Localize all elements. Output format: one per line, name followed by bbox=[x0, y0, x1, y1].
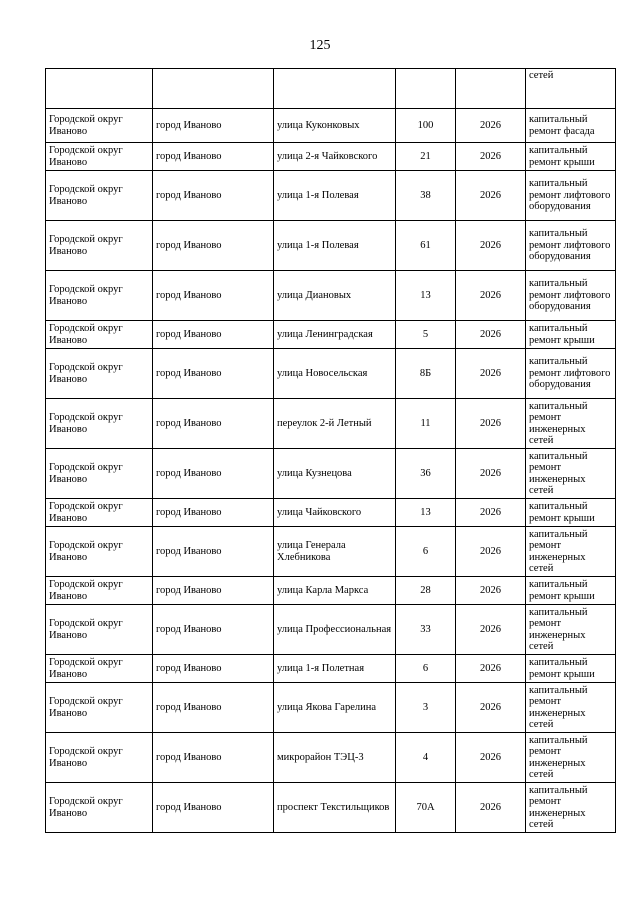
work-type-cell: капитальный ремонт инженерных сетей bbox=[526, 683, 616, 733]
table-row bbox=[46, 321, 616, 349]
year-cell: 2026 bbox=[456, 349, 526, 399]
city-cell: город Иваново bbox=[153, 143, 274, 171]
year-cell: 2026 bbox=[456, 733, 526, 783]
district-cell bbox=[46, 69, 153, 109]
house-number-cell: 11 bbox=[396, 399, 456, 449]
city-cell: город Иваново bbox=[153, 399, 274, 449]
work-type-cell: капитальный ремонт инженерных сетей bbox=[526, 527, 616, 577]
year-cell: 2026 bbox=[456, 527, 526, 577]
table-row bbox=[46, 733, 616, 783]
work-type-cell: капитальный ремонт лифтового оборудования bbox=[526, 221, 616, 271]
city-cell: город Иваново bbox=[153, 349, 274, 399]
district-cell: Городской округ Иваново bbox=[46, 783, 153, 833]
street-cell: улица Ленинградская bbox=[274, 321, 396, 349]
table-row bbox=[46, 109, 616, 143]
page-number: 125 bbox=[309, 38, 331, 53]
table-row bbox=[46, 527, 616, 577]
street-cell bbox=[274, 69, 396, 109]
city-cell: город Иваново bbox=[153, 321, 274, 349]
work-type-cell: капитальный ремонт крыши bbox=[526, 499, 616, 527]
work-type-cell: капитальный ремонт крыши bbox=[526, 655, 616, 683]
table-row bbox=[46, 605, 616, 655]
street-cell: улица 1-я Полевая bbox=[274, 171, 396, 221]
street-cell: улица Карла Маркса bbox=[274, 577, 396, 605]
table-row bbox=[46, 349, 616, 399]
work-type-cell: капитальный ремонт лифтового оборудования bbox=[526, 171, 616, 221]
district-cell: Городской округ Иваново bbox=[46, 449, 153, 499]
street-cell: улица Якова Гарелина bbox=[274, 683, 396, 733]
district-cell: Городской округ Иваново bbox=[46, 399, 153, 449]
house-number-cell: 3 bbox=[396, 683, 456, 733]
work-type-cell: капитальный ремонт лифтового оборудования bbox=[526, 349, 616, 399]
table-row bbox=[46, 271, 616, 321]
district-cell: Городской округ Иваново bbox=[46, 655, 153, 683]
street-cell: улица 2-я Чайковского bbox=[274, 143, 396, 171]
year-cell: 2026 bbox=[456, 321, 526, 349]
district-cell: Городской округ Иваново bbox=[46, 171, 153, 221]
street-cell: улица Чайковского bbox=[274, 499, 396, 527]
district-cell: Городской округ Иваново bbox=[46, 221, 153, 271]
table-row bbox=[46, 399, 616, 449]
year-cell: 2026 bbox=[456, 143, 526, 171]
work-type-cell: капитальный ремонт инженерных сетей bbox=[526, 783, 616, 833]
district-cell: Городской округ Иваново bbox=[46, 527, 153, 577]
street-cell: улица 1-я Полетная bbox=[274, 655, 396, 683]
district-cell: Городской округ Иваново bbox=[46, 109, 153, 143]
city-cell: город Иваново bbox=[153, 221, 274, 271]
district-cell: Городской округ Иваново bbox=[46, 733, 153, 783]
district-cell: Городской округ Иваново bbox=[46, 577, 153, 605]
year-cell: 2026 bbox=[456, 605, 526, 655]
city-cell: город Иваново bbox=[153, 109, 274, 143]
house-number-cell: 100 bbox=[396, 109, 456, 143]
work-type-cell: капитальный ремонт крыши bbox=[526, 577, 616, 605]
city-cell: город Иваново bbox=[153, 449, 274, 499]
city-cell: город Иваново bbox=[153, 733, 274, 783]
table-row bbox=[46, 221, 616, 271]
table-body bbox=[46, 69, 616, 833]
table-row bbox=[46, 499, 616, 527]
street-cell: улица Кузнецова bbox=[274, 449, 396, 499]
house-number-cell: 4 bbox=[396, 733, 456, 783]
district-cell: Городской округ Иваново bbox=[46, 349, 153, 399]
house-number-cell: 13 bbox=[396, 271, 456, 321]
work-type-cell: капитальный ремонт лифтового оборудования bbox=[526, 271, 616, 321]
district-cell: Городской округ Иваново bbox=[46, 683, 153, 733]
table-row bbox=[46, 655, 616, 683]
house-number-cell: 38 bbox=[396, 171, 456, 221]
continuation-row bbox=[46, 69, 616, 109]
work-type-cell: капитальный ремонт крыши bbox=[526, 321, 616, 349]
table-row bbox=[46, 171, 616, 221]
year-cell: 2026 bbox=[456, 499, 526, 527]
district-cell: Городской округ Иваново bbox=[46, 271, 153, 321]
district-cell: Городской округ Иваново bbox=[46, 499, 153, 527]
city-cell: город Иваново bbox=[153, 271, 274, 321]
street-cell: проспект Текстильщиков bbox=[274, 783, 396, 833]
district-cell: Городской округ Иваново bbox=[46, 605, 153, 655]
street-cell: улица Профессиональная bbox=[274, 605, 396, 655]
city-cell: город Иваново bbox=[153, 171, 274, 221]
street-cell: переулок 2-й Летный bbox=[274, 399, 396, 449]
house-number-cell: 6 bbox=[396, 527, 456, 577]
city-cell: город Иваново bbox=[153, 655, 274, 683]
year-cell: 2026 bbox=[456, 399, 526, 449]
year-cell: 2026 bbox=[456, 683, 526, 733]
year-cell bbox=[456, 69, 526, 109]
table-row bbox=[46, 449, 616, 499]
city-cell: город Иваново bbox=[153, 783, 274, 833]
house-number-cell: 21 bbox=[396, 143, 456, 171]
street-cell: улица Генерала Хлебникова bbox=[274, 527, 396, 577]
work-type-cell: капитальный ремонт фасада bbox=[526, 109, 616, 143]
year-cell: 2026 bbox=[456, 577, 526, 605]
house-number-cell: 8Б bbox=[396, 349, 456, 399]
city-cell: город Иваново bbox=[153, 527, 274, 577]
repair-program-table bbox=[45, 68, 616, 833]
house-number-cell: 28 bbox=[396, 577, 456, 605]
house-number-cell: 61 bbox=[396, 221, 456, 271]
year-cell: 2026 bbox=[456, 271, 526, 321]
street-cell: улица Куконковых bbox=[274, 109, 396, 143]
city-cell: город Иваново bbox=[153, 605, 274, 655]
house-number-cell: 5 bbox=[396, 321, 456, 349]
city-cell bbox=[153, 69, 274, 109]
house-number-cell: 36 bbox=[396, 449, 456, 499]
house-cell bbox=[396, 69, 456, 109]
work-type-cell: капитальный ремонт инженерных сетей bbox=[526, 605, 616, 655]
table-row bbox=[46, 683, 616, 733]
work-type-cell: капитальный ремонт инженерных сетей bbox=[526, 399, 616, 449]
work-type-cell: капитальный ремонт инженерных сетей bbox=[526, 733, 616, 783]
house-number-cell: 6 bbox=[396, 655, 456, 683]
year-cell: 2026 bbox=[456, 109, 526, 143]
work-type-cell: капитальный ремонт крыши bbox=[526, 143, 616, 171]
house-number-cell: 70А bbox=[396, 783, 456, 833]
work-type-cell: капитальный ремонт инженерных сетей bbox=[526, 449, 616, 499]
year-cell: 2026 bbox=[456, 449, 526, 499]
table-row bbox=[46, 783, 616, 833]
year-cell: 2026 bbox=[456, 783, 526, 833]
house-number-cell: 33 bbox=[396, 605, 456, 655]
street-cell: микрорайон ТЭЦ-3 bbox=[274, 733, 396, 783]
street-cell: улица Диановых bbox=[274, 271, 396, 321]
work-type-cell: сетей bbox=[526, 69, 616, 109]
street-cell: улица 1-я Полевая bbox=[274, 221, 396, 271]
year-cell: 2026 bbox=[456, 221, 526, 271]
year-cell: 2026 bbox=[456, 171, 526, 221]
table-row bbox=[46, 143, 616, 171]
year-cell: 2026 bbox=[456, 655, 526, 683]
table-row bbox=[46, 577, 616, 605]
district-cell: Городской округ Иваново bbox=[46, 143, 153, 171]
house-number-cell: 13 bbox=[396, 499, 456, 527]
city-cell: город Иваново bbox=[153, 499, 274, 527]
city-cell: город Иваново bbox=[153, 577, 274, 605]
city-cell: город Иваново bbox=[153, 683, 274, 733]
street-cell: улица Новосельская bbox=[274, 349, 396, 399]
district-cell: Городской округ Иваново bbox=[46, 321, 153, 349]
